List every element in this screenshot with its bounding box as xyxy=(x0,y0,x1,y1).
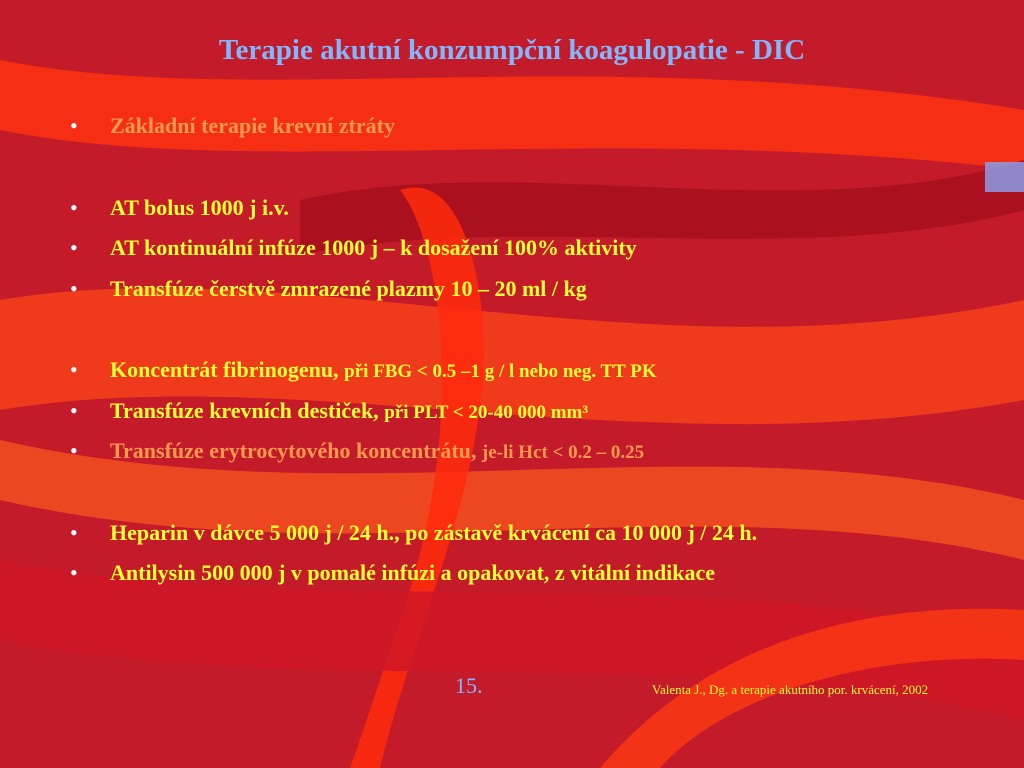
bullet-icon: • xyxy=(70,113,78,138)
bullet-icon: • xyxy=(70,275,78,301)
list-item xyxy=(70,395,990,436)
item-text: Antilysin 500 000 j v pomalé infúzi a opakovat, z vitální indikace xyxy=(110,560,716,585)
list-item xyxy=(70,435,990,476)
bullet-icon: • xyxy=(70,560,78,585)
item-subtext: je-li Hct < 0.2 – 0.25 xyxy=(481,442,645,463)
list-item xyxy=(70,110,990,151)
bullet-icon: • xyxy=(70,235,78,260)
list-item xyxy=(70,517,990,558)
item-text: Transfúze krevních destiček, xyxy=(110,397,385,423)
item-text: Transfúze čerstvě zmrazené plazmy 10 – 20 ml / kg xyxy=(110,275,587,301)
item-text: Základní terapie krevní ztráty xyxy=(110,113,395,138)
list-item xyxy=(70,273,990,314)
list-item xyxy=(70,557,990,598)
item-text: AT bolus 1000 j i.v. xyxy=(110,194,289,220)
page-number: 15. xyxy=(455,673,483,698)
list-item xyxy=(70,192,990,233)
bullet-icon: • xyxy=(70,397,78,423)
item-text: Koncentrát fibrinogenu, xyxy=(110,357,345,382)
list-item xyxy=(70,354,990,395)
bullet-icon: • xyxy=(70,519,78,545)
item-subtext: při PLT < 20-40 000 mm³ xyxy=(384,401,589,423)
item-text: AT kontinuální infúze 1000 j – k dosažení 100% aktivity xyxy=(110,235,637,260)
item-text: Transfúze erytrocytového koncentrátu, xyxy=(110,438,482,463)
bullet-icon: • xyxy=(70,357,78,382)
bullet-icon: • xyxy=(70,438,78,463)
item-subtext: při FBG < 0.5 –1 g / l nebo neg. TT PK xyxy=(344,361,657,382)
bullet-icon: • xyxy=(70,194,78,220)
bullet-list xyxy=(70,110,990,598)
slide-title: Terapie akutní konzumpční koagulopatie - DIC xyxy=(218,34,806,66)
item-text: Heparin v dávce 5 000 j / 24 h., po zástavě krvácení ca 10 000 j / 24 h. xyxy=(110,519,758,545)
list-item xyxy=(70,232,990,273)
citation: Valenta J., Dg. a terapie akutního por. krvácení, 2002 xyxy=(652,682,929,697)
